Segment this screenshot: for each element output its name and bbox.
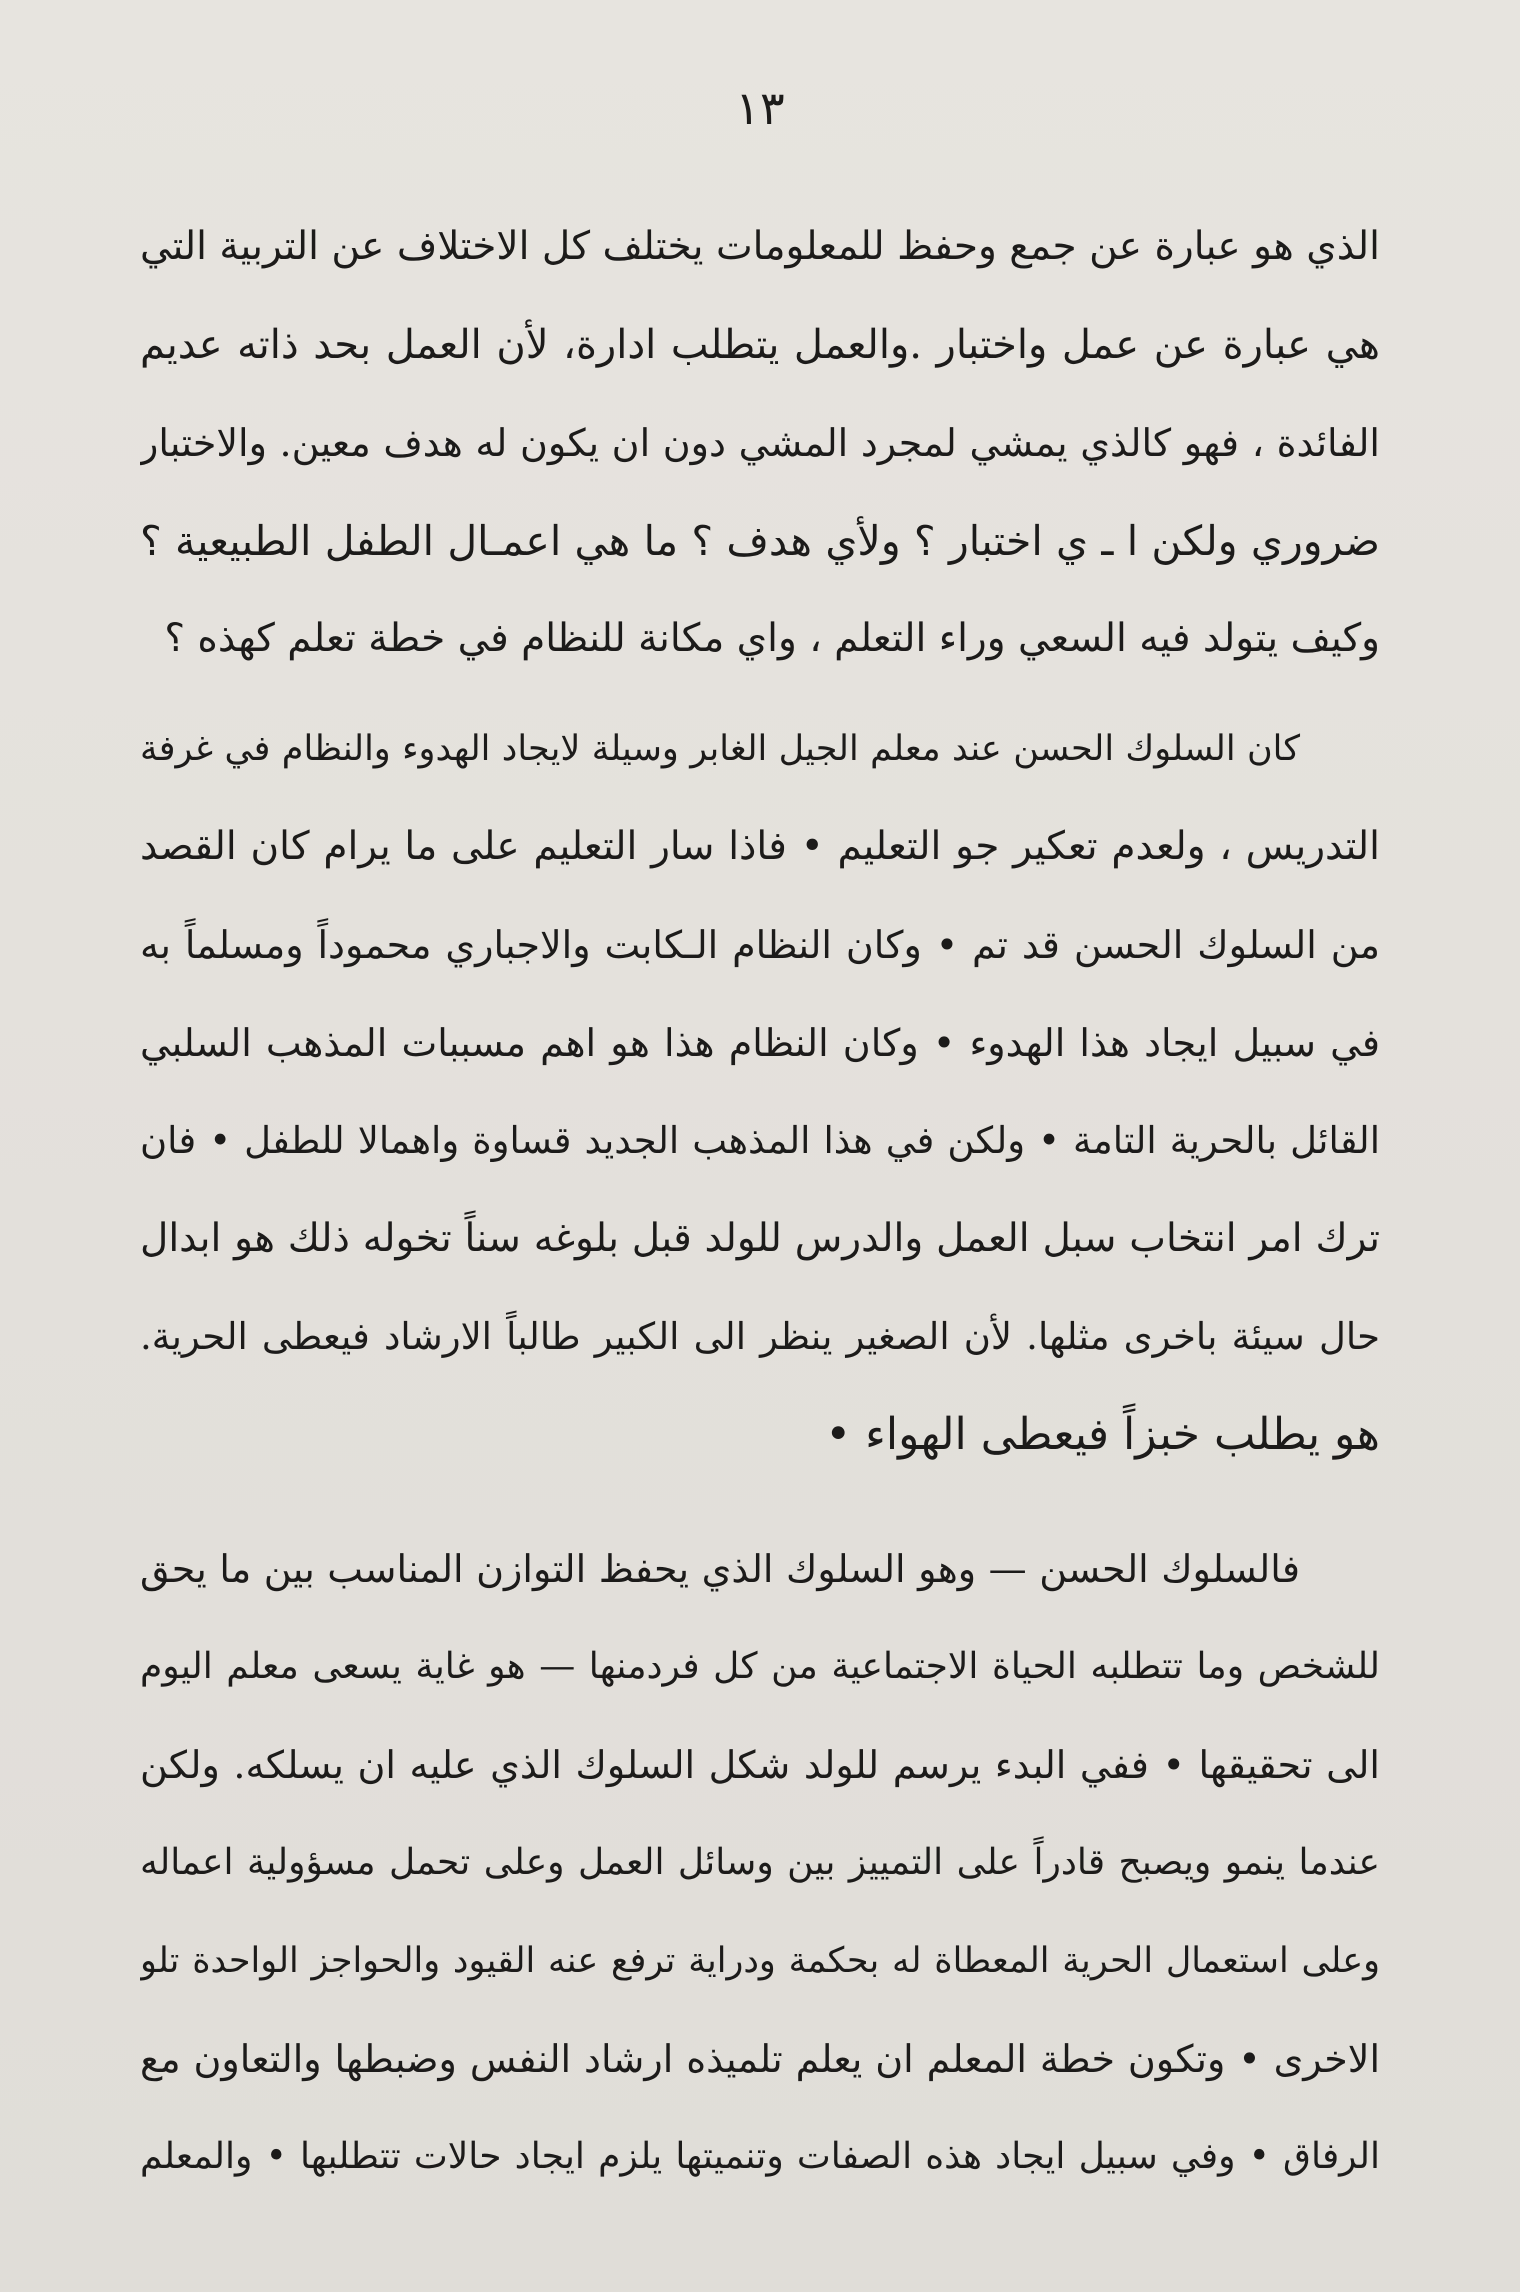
text-line: التدريس ، ولعدم تعكير جو التعليم • فاذا سار التعليم على ما يرام كان القصد [140, 824, 1380, 869]
text-line: الى تحقيقها • ففي البدء يرسم للولد شكل السلوك الذي عليه ان يسلكه. ولكن [140, 1743, 1380, 1787]
text-line: هو يطلب خبزاً فيعطى الهواء • [825, 1409, 1380, 1460]
text-line: الرفاق • وفي سبيل ايجاد هذه الصفات وتنميتها يلزم ايجاد حالات تتطلبها • والمعلم [140, 2136, 1380, 2177]
text-line: وكيف يتولد فيه السعي وراء التعلم ، واي مكانة للنظام في خطة تعلم كهذه ؟ [164, 616, 1380, 661]
text-line: هي عبارة عن عمل واختبار .والعمل يتطلب ادارة، لأن العمل بحد ذاته عديم [140, 322, 1380, 368]
paragraph-2 [140, 700, 1380, 1484]
text-line: فالسلوك الحسن — وهو السلوك الذي يحفظ التوازن المناسب بين ما يحق [140, 1547, 1300, 1591]
text-line: من السلوك الحسن قد تم • وكان النظام الـكابت والاجباري محموداً ومسلماً به [140, 923, 1380, 967]
text-line: حال سيئة باخرى مثلها. لأن الصغير ينظر الى الكبير طالباً الارشاد فيعطى الحرية. [140, 1315, 1380, 1358]
text-line: ترك امر انتخاب سبل العمل والدرس للولد قبل بلوغه سناً تخوله ذلك هو ابدال [140, 1216, 1380, 1261]
text-line: الذي هو عبارة عن جمع وحفظ للمعلومات يختلف كل الاختلاف عن التربية التي [140, 224, 1380, 269]
text-line: عندما ينمو ويصبح قادراً على التمييز بين وسائل العمل وعلى تحمل مسؤولية اعماله [140, 1842, 1380, 1883]
text-line: في سبيل ايجاد هذا الهدوء • وكان النظام هذا هو اهم مسببات المذهب السلبي [140, 1021, 1380, 1065]
paragraph-1 [140, 198, 1380, 688]
page-number: ١٣ [735, 81, 785, 135]
text-line: وعلى استعمال الحرية المعطاة له بحكمة ودراية ترفع عنه القيود والحواجز الواحدة تلو [140, 1941, 1380, 1981]
text-line: القائل بالحرية التامة • ولكن في هذا المذهب الجديد قساوة واهمالا للطفل • فان [140, 1119, 1380, 1162]
text-line: الفائدة ، فهو كالذي يمشي لمجرد المشي دون ان يكون له هدف معين. والاختبار [140, 421, 1380, 465]
text-line: الاخرى • وتكون خطة المعلم ان يعلم تلميذه ارشاد النفس وضبطها والتعاون مع [140, 2037, 1380, 2081]
paragraph-3 [140, 1520, 1380, 2206]
text-line: للشخص وما تتطلبه الحياة الاجتماعية من كل فردمنها — هو غاية يسعى معلم اليوم [140, 1646, 1380, 1687]
text-line: كان السلوك الحسن عند معلم الجيل الغابر وسيلة لايجاد الهدوء والنظام في غرفة [140, 729, 1300, 769]
text-line: ضروري ولكن ا ـ ي اختبار ؟ ولأي هدف ؟ ما هي اعمـال الطفل الطبيعية ؟ [140, 517, 1380, 565]
